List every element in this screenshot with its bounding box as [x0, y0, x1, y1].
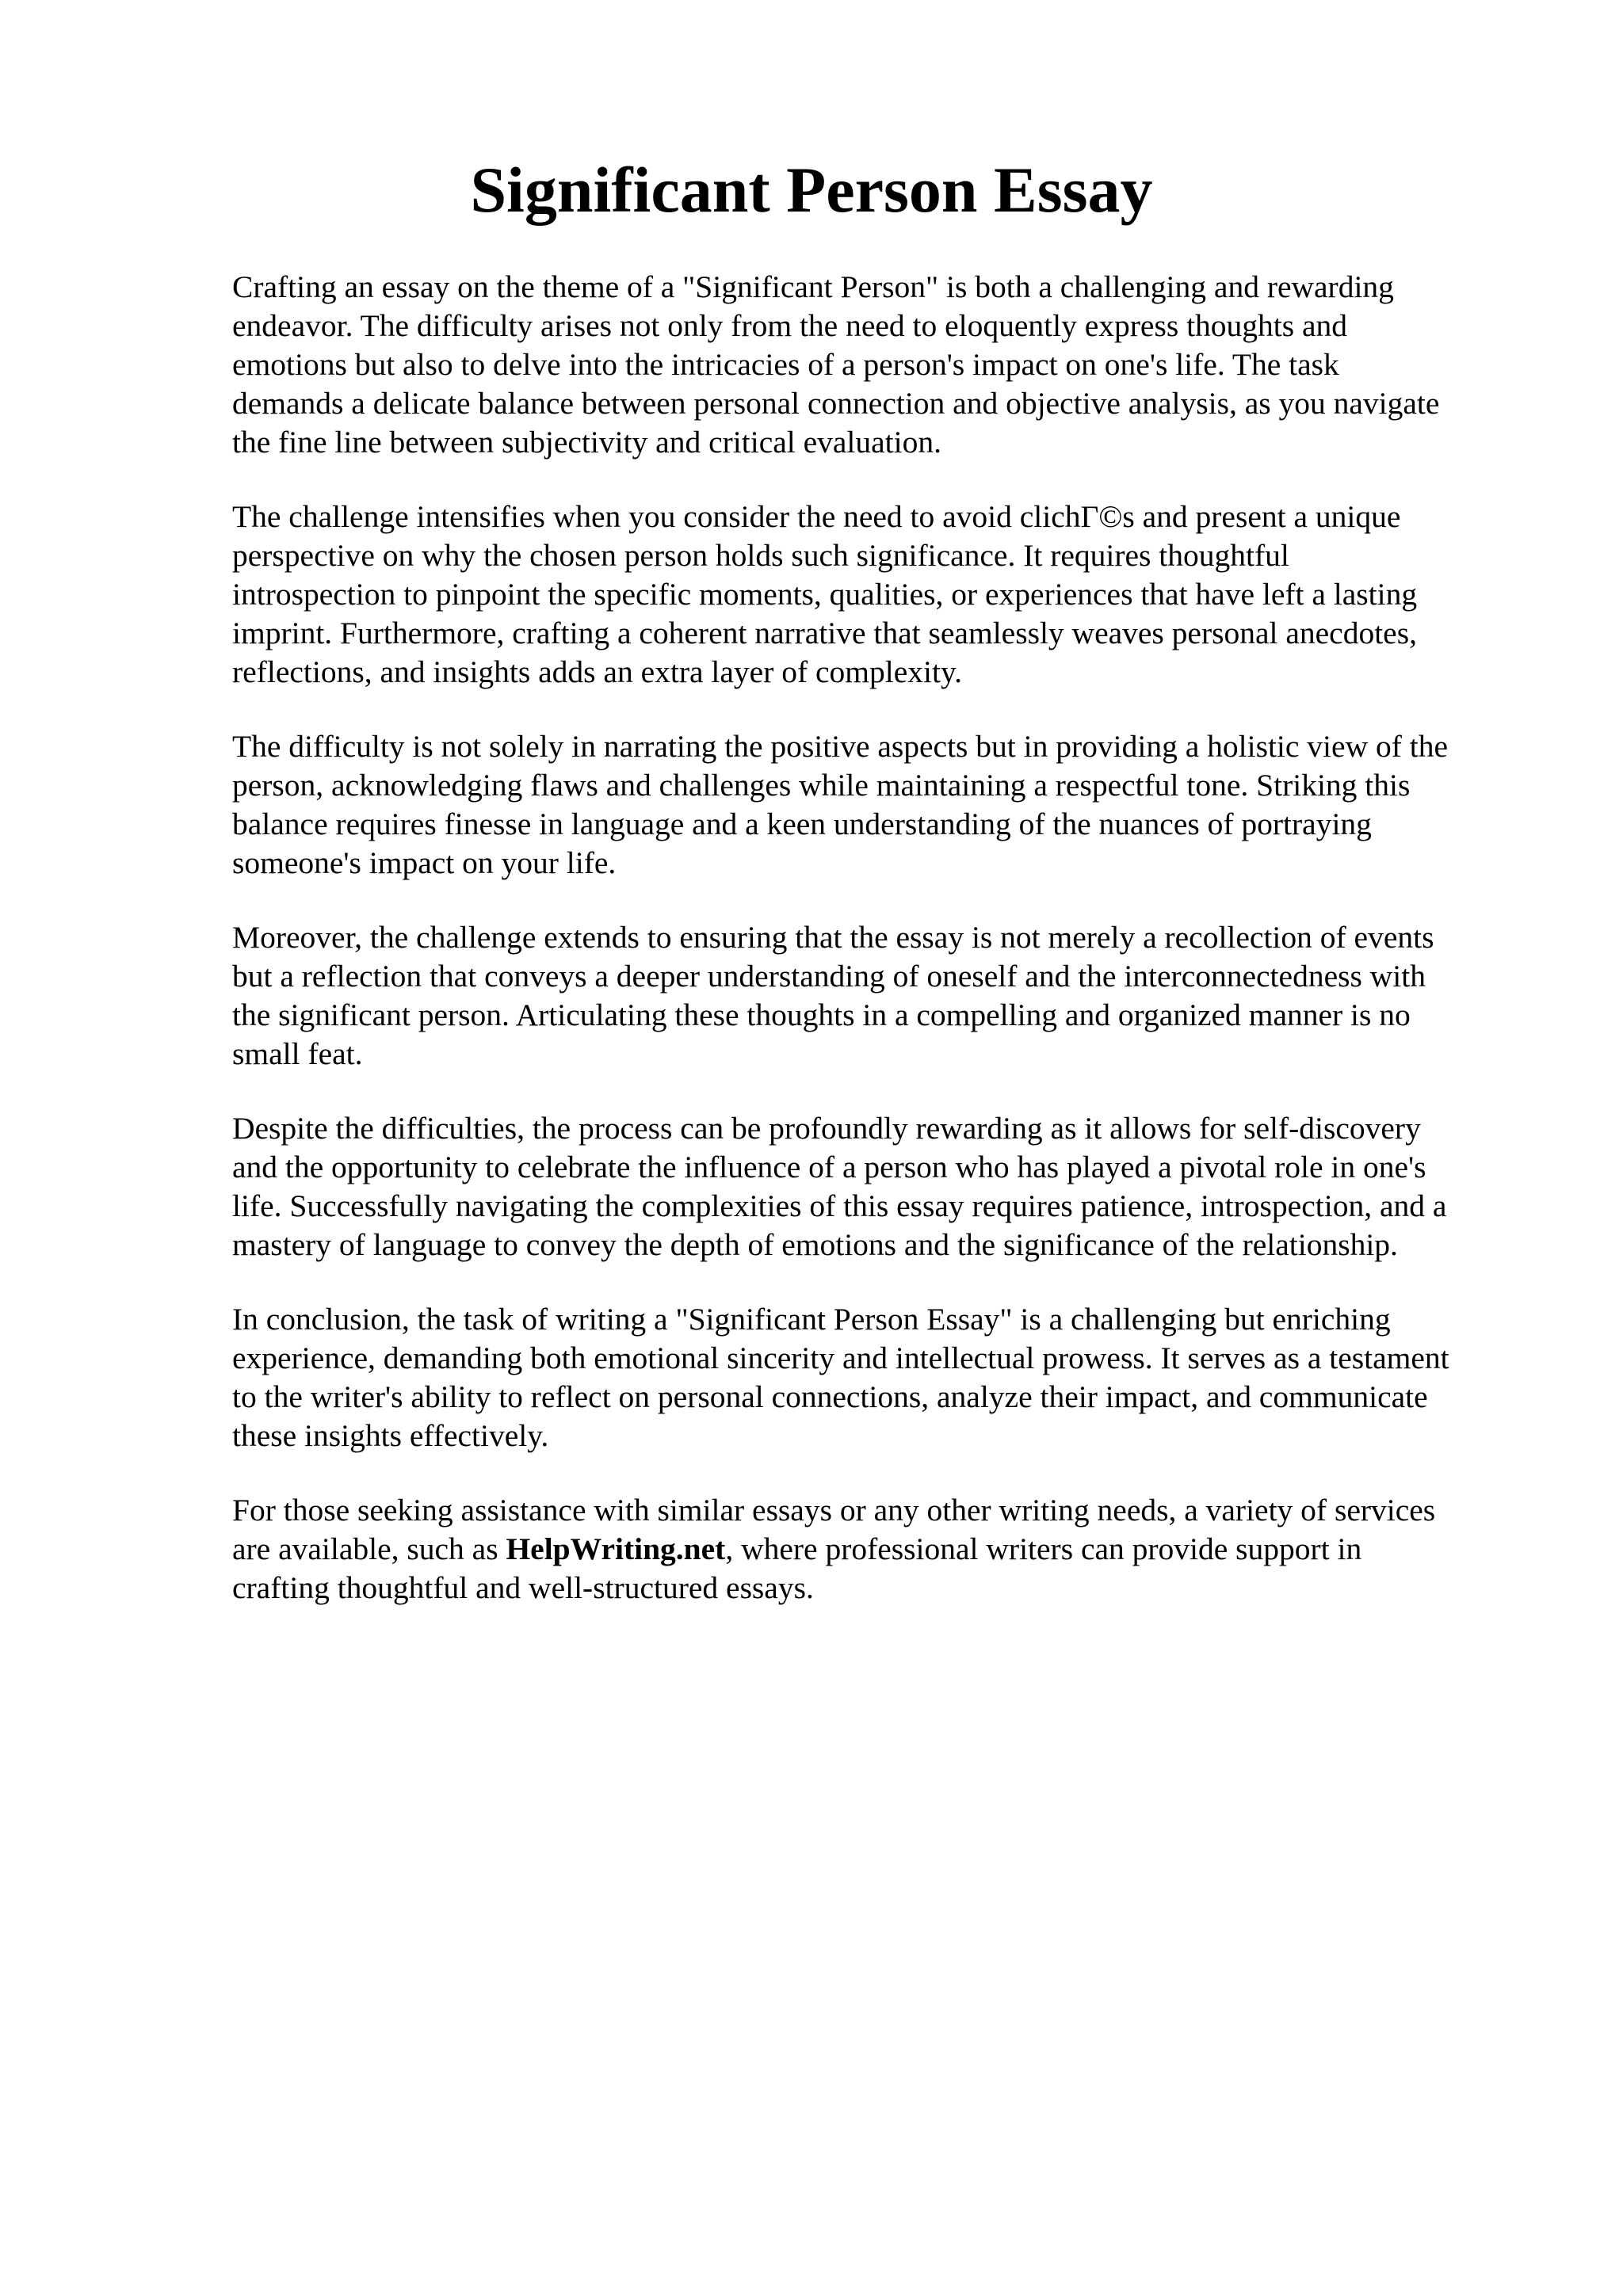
text-line: reflections, and insights adds an extra layer of complexity.	[232, 654, 963, 689]
text-line: small feat.	[232, 1036, 363, 1071]
text-line: In conclusion, the task of writing a "Significant Person Essay" is a challenging but enriching	[232, 1302, 1391, 1337]
closing-paragraph	[232, 1491, 1516, 1608]
text-line: perspective on why the chosen person holds such significance. It requires thoughtful	[232, 538, 1289, 573]
text-fragment: are available, such as	[232, 1531, 506, 1566]
text-line: the fine line between subjectivity and critical evaluation.	[232, 425, 941, 460]
helpwriting-link[interactable]: HelpWriting.net	[506, 1531, 726, 1566]
paragraph-4	[232, 918, 1516, 1074]
text-line: these insights effectively.	[232, 1418, 549, 1453]
text-line: endeavor. The difficulty arises not only from the need to eloquently express thoughts and	[232, 308, 1348, 343]
text-line: introspection to pinpoint the specific moments, qualities, or experiences that have left a lasting	[232, 577, 1418, 612]
text-line: mastery of language to convey the depth of emotions and the significance of the relationship.	[232, 1227, 1398, 1262]
text-line: experience, demanding both emotional sincerity and intellectual prowess. It serves as a testament	[232, 1341, 1449, 1375]
paragraph-5	[232, 1109, 1516, 1264]
text-line: The difficulty is not solely in narrating the positive aspects but in providing a holistic view of the	[232, 729, 1449, 764]
text-line: demands a delicate balance between personal connection and objective analysis, as you navigate	[232, 386, 1440, 421]
text-line: Moreover, the challenge extends to ensuring that the essay is not merely a recollection of events	[232, 920, 1434, 955]
text-line: imprint. Furthermore, crafting a coherent narrative that seamlessly weaves personal anecdotes,	[232, 616, 1417, 650]
paragraph-3	[232, 727, 1516, 883]
essay-body	[232, 268, 1516, 1643]
text-line: but a reflection that conveys a deeper understanding of oneself and the interconnectedness with	[232, 959, 1426, 994]
text-line: the significant person. Articulating these thoughts in a compelling and organized manner is no	[232, 997, 1411, 1032]
text-line: someone's impact on your life.	[232, 845, 617, 880]
text-line: Despite the difficulties, the process can be profoundly rewarding as it allows for self-discovery	[232, 1111, 1421, 1146]
text-line-with-link	[232, 1530, 1516, 1569]
page-title: Significant Person Essay	[470, 154, 1153, 226]
text-line: The challenge intensifies when you consider the need to avoid clichΓ©s and present a unique	[232, 499, 1401, 534]
text-line: For those seeking assistance with similar essays or any other writing needs, a variety of services	[232, 1493, 1436, 1527]
text-line: person, acknowledging flaws and challenges while maintaining a respectful tone. Striking this	[232, 768, 1411, 803]
text-line: crafting thoughtful and well-structured essays.	[232, 1570, 814, 1605]
text-line: emotions but also to delve into the intricacies of a person's impact on one's life. The task	[232, 347, 1339, 382]
paragraph-2	[232, 498, 1516, 692]
paragraph-6	[232, 1300, 1516, 1455]
text-fragment: , where professional writers can provide support in	[725, 1531, 1362, 1566]
text-line: Crafting an essay on the theme of a "Significant Person" is both a challenging and rewarding	[232, 269, 1394, 304]
text-line: and the opportunity to celebrate the influence of a person who has played a pivotal role in one's	[232, 1150, 1426, 1184]
text-line: life. Successfully navigating the complexities of this essay requires patience, introspection, and a	[232, 1188, 1447, 1223]
text-line: balance requires finesse in language and a keen understanding of the nuances of portraying	[232, 807, 1372, 841]
paragraph-1	[232, 268, 1516, 462]
text-line: to the writer's ability to reflect on personal connections, analyze their impact, and communicate	[232, 1379, 1428, 1414]
